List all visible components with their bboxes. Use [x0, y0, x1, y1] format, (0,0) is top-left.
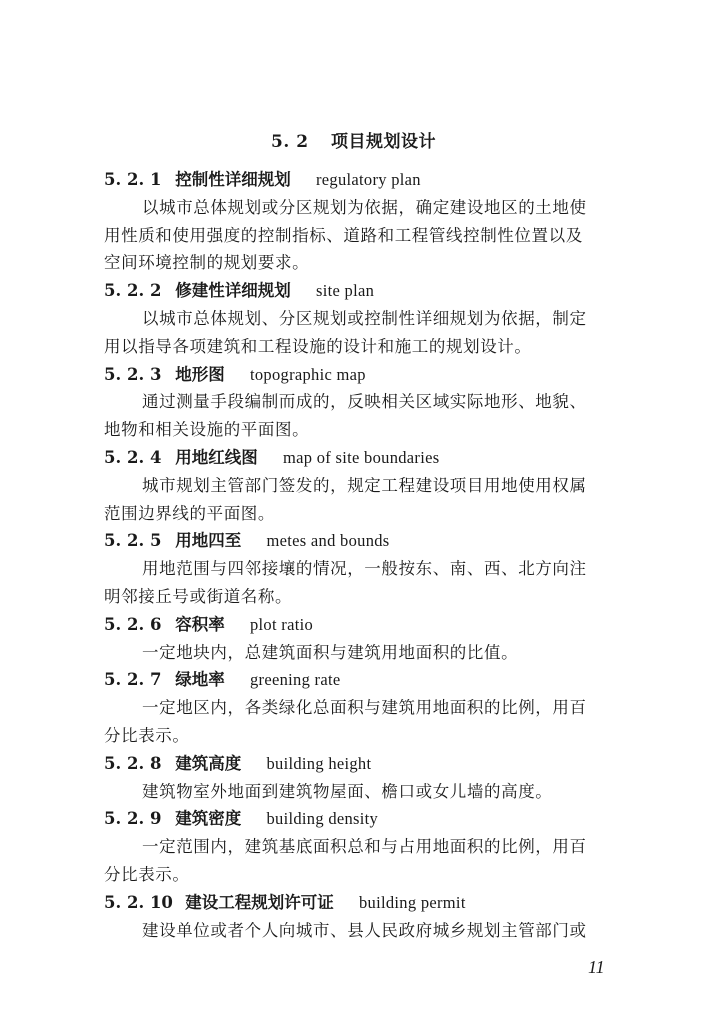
- term-english: site plan: [316, 281, 375, 301]
- term-list: [104, 166, 630, 944]
- term-english: regulatory plan: [316, 170, 421, 189]
- term-chinese: 容积率: [175, 614, 225, 634]
- term-definition-line: 建筑物室外地面到建筑物屋面、檐口或女儿墙的高度。: [142, 781, 553, 801]
- term-number: 5. 2. 3: [104, 364, 162, 384]
- term-english: metes and bounds: [266, 531, 390, 551]
- term-number: 5. 2. 5: [104, 531, 162, 551]
- section-number: 5. 2: [271, 132, 309, 152]
- page-number: 11: [588, 957, 605, 977]
- term-chinese: 控制性详细规划: [175, 170, 291, 189]
- term-definition-line: 用地范围与四邻接壤的情况，一般按东、南、西、北方向注: [142, 559, 587, 579]
- term-english: plot ratio: [250, 614, 314, 634]
- term-heading: [104, 750, 630, 778]
- term-number: 5. 2. 6: [104, 614, 162, 634]
- term-chinese: 用地四至: [175, 531, 242, 551]
- term-number: 5. 2. 7: [104, 670, 162, 690]
- term-chinese: 建筑密度: [175, 809, 242, 829]
- term-english: greening rate: [250, 670, 341, 690]
- term-definition-line: 一定地区内，各类绿化总面积与建筑用地面积的比例，用百: [142, 698, 587, 718]
- term-definition-line: 城市规划主管部门签发的，规定工程建设项目用地使用权属: [142, 475, 587, 495]
- term-definition-line: 分比表示。: [104, 864, 190, 884]
- term-number: 5. 2. 9: [104, 809, 162, 829]
- term-heading: [104, 527, 630, 555]
- term-definition-line: 以城市总体规划、分区规划或控制性详细规划为依据，制定: [142, 308, 587, 328]
- term-definition-line: 空间环境控制的规划要求。: [104, 253, 310, 273]
- term-definition-line: 以城市总体规划或分区规划为依据，确定建设地区的土地使: [142, 197, 587, 217]
- section-title: [0, 127, 707, 152]
- term-chinese: 建设工程规划许可证: [185, 892, 334, 912]
- term-heading: [104, 444, 630, 472]
- term-heading: [104, 889, 630, 917]
- term-heading: [104, 611, 630, 639]
- term-english: map of site boundaries: [283, 447, 440, 467]
- term-number: 5. 2. 8: [104, 753, 162, 773]
- term-english: building permit: [359, 892, 466, 912]
- term-definition-line: 一定地块内，总建筑面积与建筑用地面积的比值。: [142, 642, 519, 662]
- term-definition-line: 一定范围内，建筑基底面积总和与占用地面积的比例，用百: [142, 837, 587, 857]
- term-heading: [104, 166, 630, 194]
- term-chinese: 绿地率: [175, 670, 225, 690]
- term-definition-line: 通过测量手段编制而成的，反映相关区域实际地形、地貌、: [142, 392, 587, 412]
- term-definition-line: 建设单位或者个人向城市、县人民政府城乡规划主管部门或: [142, 920, 587, 940]
- term-heading: [104, 361, 630, 389]
- section-heading: 项目规划设计: [330, 132, 436, 152]
- term-chinese: 用地红线图: [175, 447, 258, 467]
- term-definition-line: 用以指导各项建筑和工程设施的设计和施工的规划设计。: [104, 336, 532, 356]
- term-heading: [104, 805, 630, 833]
- term-chinese: 建筑高度: [175, 753, 242, 773]
- term-definition-line: 明邻接丘号或街道名称。: [104, 586, 293, 606]
- term-heading: [104, 277, 630, 305]
- term-english: building density: [266, 809, 379, 829]
- term-number: 5. 2. 4: [104, 447, 162, 467]
- term-chinese: 修建性详细规划: [175, 281, 291, 301]
- term-heading: [104, 666, 630, 694]
- term-definition-line: 地物和相关设施的平面图。: [104, 420, 310, 440]
- term-definition-line: 范围边界线的平面图。: [104, 503, 275, 523]
- term-number: 5. 2. 2: [104, 281, 162, 301]
- term-english: topographic map: [250, 364, 366, 384]
- term-chinese: 地形图: [175, 364, 225, 384]
- term-definition-line: 分比表示。: [104, 725, 190, 745]
- term-definition-line: 用性质和使用强度的控制指标、道路和工程管线控制性位置以及: [104, 225, 583, 245]
- term-english: building height: [266, 753, 372, 773]
- term-number: 5. 2. 10: [104, 892, 173, 912]
- term-number: 5. 2. 1: [104, 170, 162, 189]
